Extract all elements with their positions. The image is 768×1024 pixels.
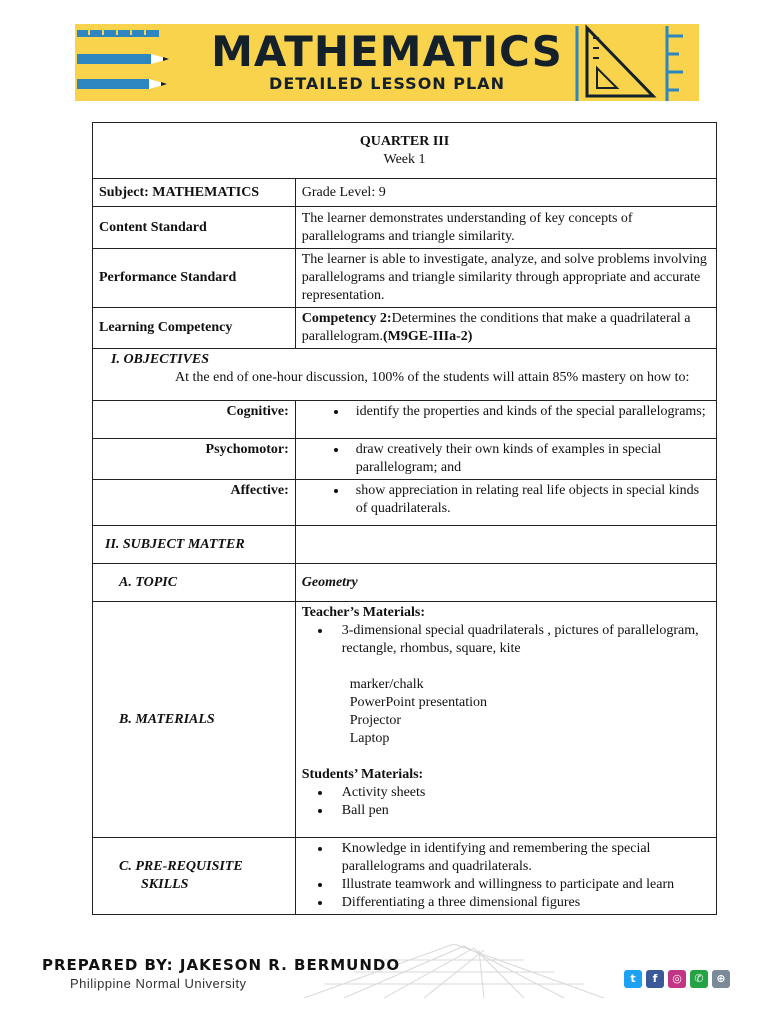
facebook-icon[interactable]: f [646, 970, 664, 988]
performance-standard-label: Performance Standard [93, 249, 296, 308]
cognitive-label: Cognitive: [93, 401, 296, 439]
topic-label: A. TOPIC [93, 564, 296, 602]
university-name: Philippine Normal University [70, 976, 247, 991]
psychomotor-text: • draw creatively their own kinds of examples in special parallelogram; and [348, 441, 710, 477]
ruler-triangle-icon [569, 24, 699, 101]
teacher-material-item: marker/chalk [349, 677, 424, 692]
psychomotor-objective [295, 439, 716, 480]
students-materials-heading: Students’ Materials: [301, 767, 424, 782]
grade-level: Grade Level: 9 [295, 179, 716, 207]
social-icons [624, 970, 730, 988]
teacher-materials-heading: Teacher’s Materials: [301, 605, 425, 620]
header-banner [75, 24, 699, 101]
materials-cell [295, 602, 716, 838]
student-material-item: • Ball pen [332, 802, 710, 820]
teacher-material-item: Projector [349, 713, 402, 728]
cognitive-objective [295, 401, 716, 439]
globe-icon[interactable]: ⊕ [712, 970, 730, 988]
prerequisite-item: • Differentiating a three dimensional figures [332, 894, 710, 912]
learning-competency-label: Learning Competency [93, 308, 296, 349]
competency-code: (M9GE-IIIa-2) [383, 329, 473, 344]
quarter-title: QUARTER III [359, 133, 450, 149]
learning-competency-text [295, 308, 716, 349]
objectives-intro: At the end of one-hour discussion, 100% of the students will attain 85% mastery on how to: [175, 370, 690, 385]
teacher-material-item: PowerPoint presentation [349, 695, 488, 710]
teacher-material-item: Laptop [349, 731, 390, 746]
prerequisite-item: • Knowledge in identifying and remembering the special parallelograms and quadrilaterals. [332, 840, 710, 876]
affective-objective [295, 480, 716, 526]
prerequisite-cell [295, 838, 716, 915]
content-standard-text: The learner demonstrates understanding of key concepts of parallelograms and triangle similarity. [295, 207, 716, 249]
prerequisite-label [93, 838, 296, 915]
banner-title: MATHEMATICS [211, 27, 563, 76]
objectives-heading: I. OBJECTIVES [111, 352, 210, 367]
prepared-by: PREPARED BY: JAKESON R. BERMUNDO [42, 956, 401, 974]
content-standard-label: Content Standard [93, 207, 296, 249]
objectives-cell [93, 349, 717, 401]
affective-text: • show appreciation in relating real life objects in special kinds of quadrilaterals. [348, 482, 710, 518]
topic-value: Geometry [295, 564, 716, 602]
instagram-icon[interactable]: ◎ [668, 970, 686, 988]
competency-number: Competency 2: [301, 311, 392, 326]
twitter-icon[interactable]: t [624, 970, 642, 988]
cognitive-text: • identify the properties and kinds of the special parallelograms; [348, 403, 710, 421]
subject-matter-heading: II. SUBJECT MATTER [93, 526, 296, 564]
materials-label: B. MATERIALS [93, 602, 296, 838]
banner-subtitle: DETAILED LESSON PLAN [269, 74, 505, 93]
subject-label: Subject: MATHEMATICS [93, 179, 296, 207]
competency-description: Determines the conditions that make a quadrilateral a parallelogram. [301, 311, 691, 344]
prerequisite-item: • Illustrate teamwork and willingness to participate and learn [332, 876, 710, 894]
affective-label: Affective: [93, 480, 296, 526]
prerequisite-label-line1: C. PRE-REQUISITE [119, 859, 243, 874]
subject-matter-empty [295, 526, 716, 564]
week-label: Week 1 [383, 151, 426, 167]
phone-icon[interactable]: ✆ [690, 970, 708, 988]
student-material-item: • Activity sheets [332, 784, 710, 802]
teacher-material-bullet: • 3-dimensional special quadrilaterals , pictures of parallelogram, rectangle, rhombus, square, kite [332, 622, 710, 658]
quarter-cell [93, 123, 717, 179]
lesson-plan-table [92, 122, 717, 915]
footer [34, 944, 736, 998]
psychomotor-label: Psychomotor: [93, 439, 296, 480]
prerequisite-label-line2: SKILLS [141, 877, 189, 892]
performance-standard-text: The learner is able to investigate, analyze, and solve problems involving parallelograms and triangle similarity through appropriate and accurate representation. [295, 249, 716, 308]
